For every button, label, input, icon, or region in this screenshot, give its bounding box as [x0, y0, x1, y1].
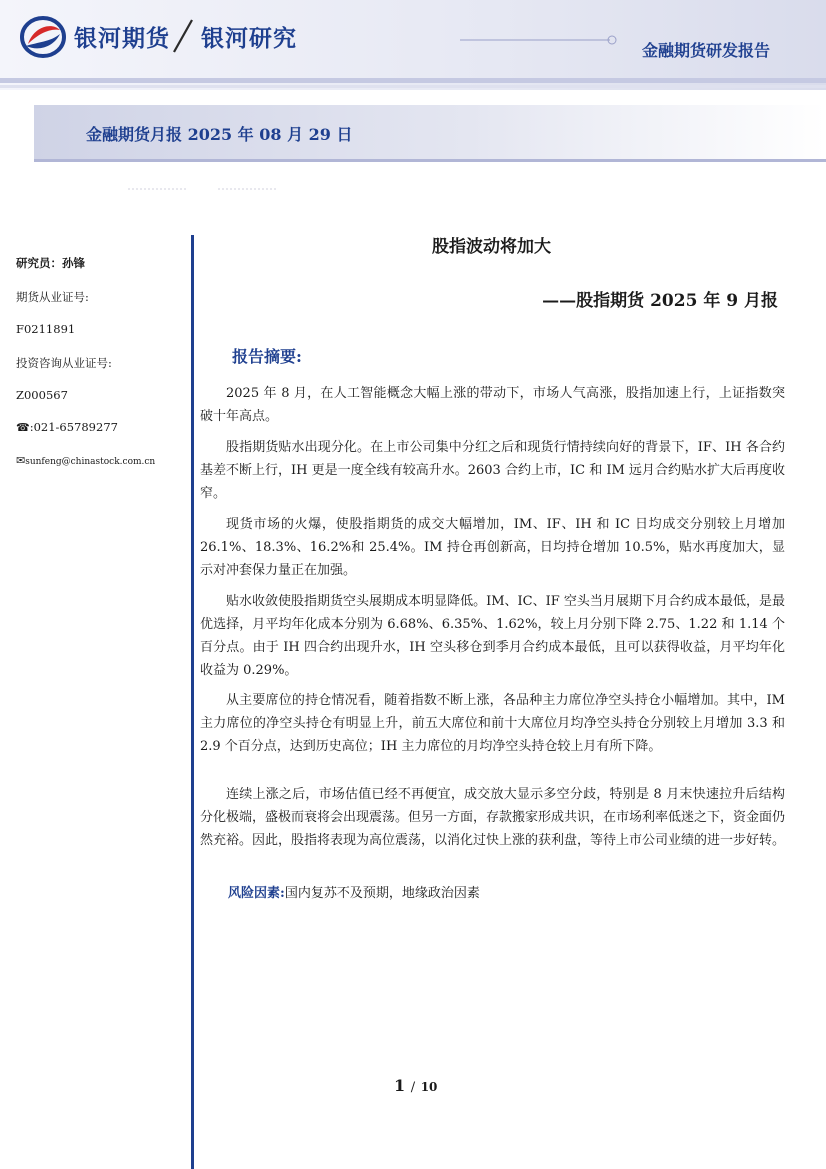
- summary-paragraph: 现货市场的火爆，使股指期货的成交大幅增加，IM、IF、IH 和 IC 日均成交分别较上月增加 26.1%、18.3%、16.2%和 25.4%。IM 持仓再创新高，日均持仓增加 10.5%，贴水再度加大，显示对冲套保力量正在加强。: [200, 517, 785, 578]
- license-label: 期货从业证号:: [16, 290, 89, 304]
- page-number: [394, 1076, 437, 1095]
- header-divider-thin: [0, 85, 826, 88]
- email-line[interactable]: [16, 453, 155, 467]
- phone-number: :021-65789277: [29, 420, 118, 434]
- advisor-number: Z000567: [16, 388, 68, 402]
- license-number: F0211891: [16, 322, 76, 336]
- phone-line: [16, 420, 118, 434]
- risk-label: 风险因素:: [228, 886, 285, 901]
- summary-paragraph: 连续上涨之后，市场估值已经不再便宜，成交放大显示多空分歧，特别是 8 月末快速拉升后结构分化极端，盛极而衰将会出现震荡。但另一方面，存款搬家形成共识，在市场利率低迷之下，资金面仍然充裕。因此，股指将表现为高位震荡，以消化过快上涨的获利盘，等待上市公司业绩的进一步好转。: [200, 787, 786, 848]
- summary-paragraph: 从主要席位的持仓情况看，随着指数不断上涨，各品种主力席位净空头持仓小幅增加。其中，IM 主力席位的净空头持仓有明显上升，前五大席位和前十大席位月均净空头持仓分别较上月增加 3.3 和 2.9 个百分点，达到历史高位；IH 主力席位的月均净空头持仓较上月有所下降。: [200, 693, 785, 754]
- summary-paragraph: 股指期货贴水出现分化。在上市公司集中分红之后和现货行情持续向好的背景下，IF、IH 各合约基差不断上行，IH 更是一度全线有较高升水。2603 合约上市，IC 和 IM 远月合约贴水扩大后再度收窄。: [200, 440, 785, 501]
- phone-icon: ☎: [16, 421, 30, 434]
- current-page: 1: [394, 1076, 406, 1095]
- envelope-icon: ✉: [16, 454, 26, 467]
- page-separator: /: [410, 1080, 416, 1095]
- analyst-name: 研究员：孙锋: [16, 256, 85, 270]
- logo-text-research: 银河研究: [201, 26, 297, 52]
- total-pages: 10: [420, 1080, 438, 1094]
- logo-divider-slash: [170, 18, 196, 54]
- column-divider: [191, 235, 194, 1169]
- faint-decoration: [128, 186, 278, 192]
- report-type-label: 金融期货研发报告: [641, 41, 770, 60]
- risk-text: 国内复苏不及预期，地缘政治因素: [284, 886, 480, 901]
- advisor-label: 投资咨询从业证号:: [16, 356, 112, 370]
- header-divider: [0, 78, 826, 83]
- report-subtitle: ——股指期货 2025 年 9 月报: [542, 291, 778, 311]
- risk-factors: [228, 882, 480, 905]
- email-address[interactable]: sunfeng@chinastock.com.cn: [25, 457, 156, 467]
- report-title: 股指波动将加大: [432, 237, 551, 257]
- summary-paragraph: 贴水收敛使股指期货空头展期成本明显降低。IM、IC、IF 空头当月展期下月合约成本最低，是最优选择，月平均年化成本分别为 6.68%、6.35%、1.62%，较上月分别下降 2.75、1.22 和 1.14 个百分点。由于 IH 四合约出现升水，IH 空头移仓到季月合约成本最低，且可以获得收益，月平均年化收益为 0.29%。: [200, 594, 785, 678]
- galaxy-logo-icon: [20, 16, 66, 58]
- summary-heading: 报告摘要:: [232, 347, 302, 366]
- summary-paragraph: 2025 年 8 月，在人工智能概念大幅上涨的带动下，市场人气高涨，股指加速上行，上证指数突破十年高点。: [200, 386, 785, 424]
- date-band-divider: [34, 159, 826, 162]
- header-ornament: [460, 28, 630, 48]
- logo-text: 银河期货: [74, 26, 170, 52]
- report-date-line: 金融期货月报 2025 年 08 月 29 日: [86, 125, 353, 144]
